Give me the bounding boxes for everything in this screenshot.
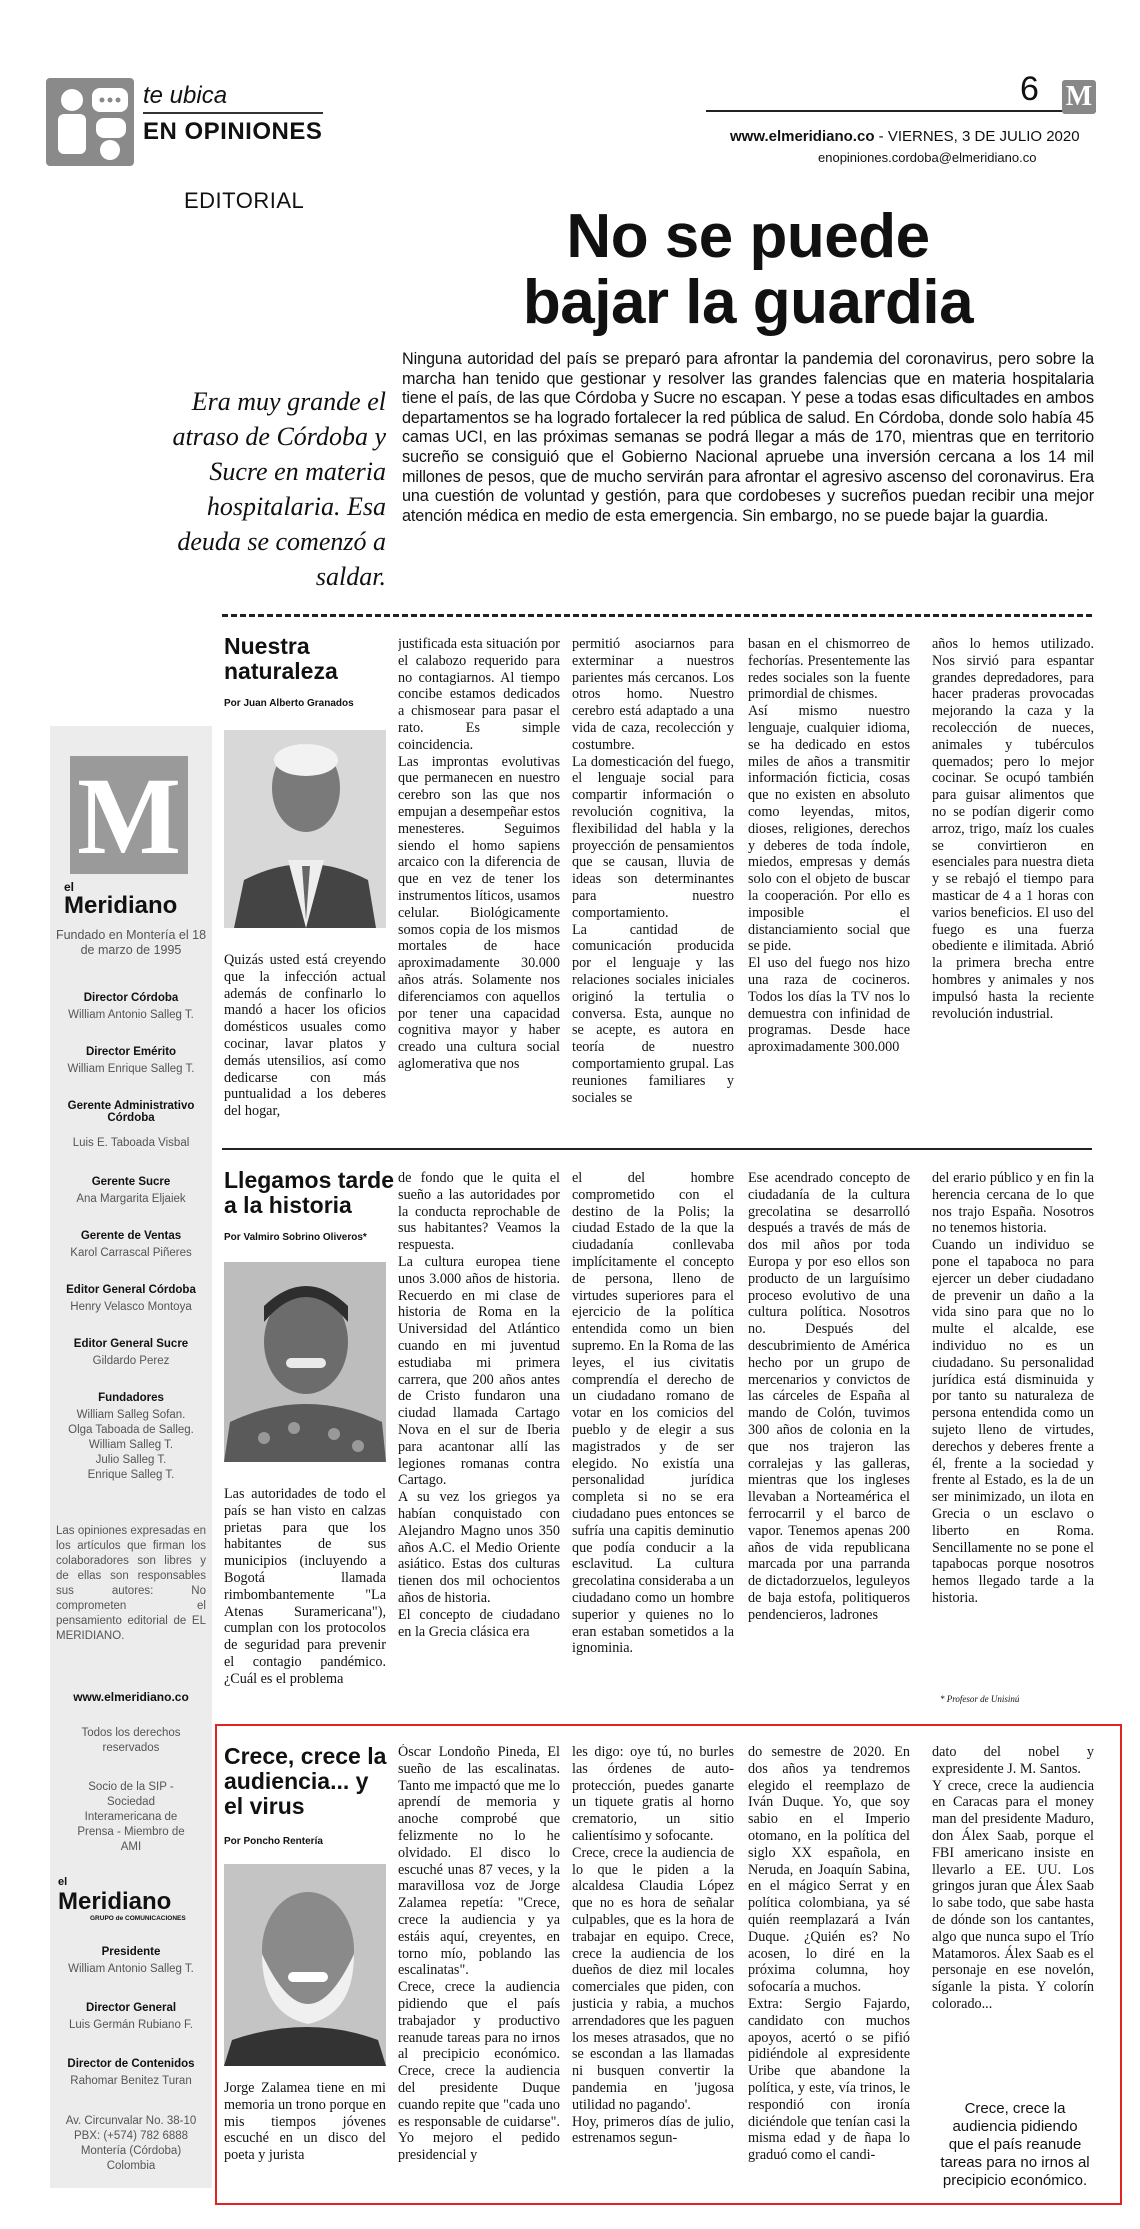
staff-role: Fundadores [98,1392,164,1404]
staff-role: Gerente Administrativo Córdoba [67,1100,195,1124]
article-column: Las autoridades de todo el país se han visto en calzas prietas para que los habitantes de sus municipios (incluyendo a Bogotá llamada rimbombantemente "La Atenas Suramericana"), cumplan con los protocolos de seguridad para prevenir el contagio pandémico. ¿Cuál es el problema [224,1486,386,1687]
group-brand-prefix: el [58,1876,68,1888]
staff-name: William Salleg Sofan. Olga Taboada de Salleg. William Salleg T. Julio Salleg T. Enrique Salleg T. [68,1409,194,1481]
sidebar-website[interactable]: www.elmeridiano.co [73,1690,189,1704]
masthead-logo-icon: M [70,756,188,874]
article-column: justificada esta situación por el calabozo requerido para no contagiarnos. Al tiempo concibe estamos dedicados a chismosear para pasar el rato. Es simple coincidencia. Las improntas evolutivas que permanecen en nuestro cerebro son las que nos empujan a desempeñar estos menesteres. Seguimos siendo el homo sapiens arcaico con la diferencia de que en vez de tener los instrumentos líticos, usamos celular. Biológicamente somos copia de los mismos mortales de hace aproximadamente 30.000 años atrás. Solamente nos diferenciamos con aquellos por tener una capacidad cognitiva mayor y haber creado una cultura social aglomerativa que nos [398,636,560,1072]
article-title: Nuestra naturaleza [224,633,338,684]
editorial-body: Ninguna autoridad del país se preparó para afrontar la pandemia del coronavirus, pero sobre la marcha han tenido que gestionar y resolver las grandes falencias que en materia hospitalaria tiene el país, de las que Córdoba y Sucre no escapan. Y pese a todas esas dificultades en ambos departamentos se ha logrado fortalecer la red pública de salud. En Córdoba, donde solo había 45 camas UCI, en las próximas semanas se podrá llegar a más de 170, mientras que en territorio sucreño se consiguió que el Gobierno Nacional apruebe una inversión cercana a los 14 mil millones de pesos, que de mucho servirán para afrontar el agresivo ascenso del coronavirus. Era una cuestión de voluntad y gestión, para que cordobeses y sucreños puedan recibir una mejor atención médica en medio de esta emergencia. Sin embargo, no se puede bajar la guardia. [402,350,1094,525]
article-column: Óscar Londoño Pineda, El sueño de las escalinatas. Tanto me impactó que me lo aprendí de memoria y anoche comprobé que felizmente no lo he olvidado. El disco lo escuché unas 87 veces, y la maravillosa voz de Jorge Zalamea repetía: "Crece, crece la audiencia y ya estáis aquí, creyentes, en torno mío, poblando las escalinatas". Crece, crece la audiencia pidiendo que el país trabajador y productivo reanude tareas para no irnos al precipicio económico. Crece, crece la audiencia del presidente Duque cuando repite que "cada uno es responsable de cuidarse". Yo mejoro el pedido presidencial y [398,1744,560,2164]
website-link[interactable]: www.elmeridiano.co [730,128,875,145]
staff-name: William Antonio Salleg T. [68,1963,194,1975]
article-column: el del hombre comprometido con el destino de la Polis; la ciudad Estado de la que la ciudadanía conllevaba implícitamente el concepto de persona, lleno de virtudes superiores para el ejercicio de la política entendida como un bien supremo. En la Roma de las leyes, el ius civitatis comprendía el derecho de un ciudadano romano de votar en los comicios del pueblo y de elegir a sus magistrados y de ser elegido. No existía una personalidad jurídica completa si no se era ciudadano pues entonces se sufría una capitis deminutio que podía conducir a la esclavitud. La cultura grecolatina consideraba a un ciudadano como un hombre superior y quienes no lo eran estaban sometidos a la ignominia. [572,1170,734,1657]
staff-role: Director Emérito [85,1046,177,1058]
staff-role: Presidente [101,1946,161,1958]
issue-date: - VIERNES, 3 DE JULIO 2020 [874,128,1080,145]
section-tagline: te ubica [143,82,228,109]
staff-role: Director General [85,2002,177,2014]
rights-note: Todos los derechos reservados [81,1727,181,1754]
address: Av. Circunvalar No. 38-10 PBX: (+574) 782 6888 Montería (Córdoba) Colombia [65,2115,197,2172]
staff-name: Luis E. Taboada Visbal [72,1137,190,1149]
header-divider [143,112,323,114]
staff-name: William Enrique Salleg T. [67,1063,195,1075]
staff-role: Gerente de Ventas [80,1230,182,1242]
article-column: basan en el chismorreo de fechorías. Presentemente las redes sociales son la fuente primordial de chismes. Así mismo nuestro lenguaje, cualquier idioma, se ha dedicado en estos miles de años a transmitir información ficticia, cosas que no existen en absoluto como leyendas, mitos, dioses, religiones, derechos y deberes de toda índole, miedos, empresas y demás solo con el objeto de buscar la cooperación. Por ello es imposible el distanciamiento social que se pide. El uso del fuego nos hizo una raza de cocineros. Todos los días la TV nos lo demuestra con infinidad de programas. Desde hace aproximadamente 300.000 [748,636,910,1056]
staff-role: Director de Contenidos [67,2058,195,2070]
staff-name: Rahomar Benitez Turan [70,2075,192,2087]
section-name: EN OPINIONES [143,118,323,145]
founded-note: Fundado en Montería el 18 de marzo de 1995 [55,928,207,957]
article-title: Crece, crece la audiencia... y el virus [224,1743,387,1819]
editorial-headline [388,204,1108,336]
editorial-label: EDITORIAL [184,188,305,213]
group-brand-sub: GRUPO de COMUNICACIONES [90,1915,186,1922]
staff-name: Henry Velasco Montoya [70,1301,192,1313]
section-divider [222,614,1092,617]
staff-role: Editor General Sucre [73,1338,189,1350]
article-byline: Por Valmiro Sobrino Oliveros* [224,1232,367,1243]
masthead-brand: Meridiano [64,892,178,919]
headline-line-1: No se puede [566,202,930,271]
staff-role: Director Córdoba [83,992,179,1004]
staff-name: Ana Margarita Eljaiek [76,1193,186,1205]
article-column: Quizás usted está creyendo que la infección actual además de confinarlo lo mandó a hacer los oficios domésticos usuales como cocinar, lavar platos y demás utensilios, así como dedicarse con más puntualidad a los deberes del hogar, [224,952,386,1120]
staff-name: Karol Carrascal Piñeres [70,1247,192,1259]
contact-email[interactable]: enopiniones.cordoba@elmeridiano.co [818,150,1037,165]
staff-name: William Antonio Salleg T. [68,1009,194,1021]
article-byline: Por Juan Alberto Granados [224,698,354,709]
editorial-pull-quote: Era muy grande el atraso de Córdoba y Sucre en materia hospitalaria. Esa deuda se comenzó a saldar. [172,387,386,591]
headline-line-2: bajar la guardia [522,268,974,337]
author-photo [224,1262,386,1462]
staff-role: Gerente Sucre [91,1176,171,1188]
article-column: do semestre de 2020. En dos años ya tendremos elegido el reemplazo de Iván Duque. Yo, que soy sabio en el Imperio otomano, en la política del siglo XX española, en Neruda, en Joaquín Sabina, en el mágico Serrat y en política colombiana, ya sé quién reemplazará a Iván Duque. ¿Quién es? No acosen, lo diré en la próxima columna, hoy sofocaría a muchos. Extra: Sergio Fajardo, candidato con muchos apoyos, acertó o se pifió pidiéndole al expresidente Uribe que abandone la política, y este, vía trinos, le respondió con ironía diciéndole que tenían casi la misma edad y de ñapa lo graduó como el candi- [748,1744,910,2164]
disclaimer: Las opiniones expresadas en los artículos que firman los colaboradores son libres y de ellas son responsables sus autores: No comprometen el pensamiento editorial de EL MERIDIANO. [56,1525,206,1642]
article-callout: Crece, crece la audiencia pidiendo que el país reanude tareas para no irnos al precipicio económico. [940,2100,1090,2189]
masthead-brand-prefix: el [64,880,75,894]
article-column: del erario público y en fin la herencia cercana de lo que nos trajo España. Nosotros no tenemos historia. Cuando un individuo se pone el tapaboca no para ejercer un deber ciudadano de prevenir un daño a la vida sino para que no lo multe el alcalde, ese individuo no es un ciudadano. Su personalidad jurídica está disminuida y por tanto su naturaleza de persona entendida como un sujeto lleno de virtudes, derechos y deberes frente a él, frente a la sociedad y frente al Estado, es la de un ser minimizado, un ilota en Grecia o un esclavo o liberto en Roma. Sencillamente no se pone el tapabocas porque nosotros hemos llegado tarde a la historia. [932,1170,1094,1606]
article-column: les digo: oye tú, no burles las órdenes de auto-protección, puedes ganarte un tiquete gratis al horno crematorio, un sitio calientísimo y sofocante. Crece, crece la audiencia de lo que le piden a la alcaldesa Claudia López que no es hora de señalar culpables, que es la hora de trabajar en equipo. Crece, crece la audiencia de los dueños de diez mil locales comerciales que piden, con justicia y rabia, a muchos arrendadores que les paguen los meses atrasados, que no se escondan a las llamadas ni busquen convertir la pandemia en 'jugosa utilidad no pagando'. Hoy, primeros días de julio, estrenamos segun- [572,1744,734,2147]
author-photo [224,730,386,928]
header-rule [706,110,1096,112]
group-brand: Meridiano [58,1888,172,1915]
article-column: Ese acendrado concepto de ciudadanía de la cultura grecolatina se desarrolló después a través de más de dos mil años por toda Europa y por eso ellos son producto de un larguísimo proceso evolutivo de una cultura política. Nosotros no. Después del descubrimiento de América hecho por un grupo de mercenarios y convictos de las cárceles de España al mando de Colón, tuvimos 300 años de colonia en la que nos trajeron las corralejas y las galleras, mientras que los ingleses llevaban a Norteamérica el ferrocarril y el barco de vapor. Tenemos apenas 200 años de vida republicana marcada por una parranda de dictadorzuelos, leguleyos de baja estofa, politiqueros pendencieros, ladrones [748,1170,910,1623]
article-column: permitió asociarnos para exterminar a nuestros parientes más cercanos. Los otros homo. Nuestro cerebro está adaptado a una vida de caza, recolección y costumbre. La domesticación del fuego, el lenguaje social para compartir información o revolución cognitiva, la flexibilidad del habla y la proyección de pensamientos que se causan, lluvia de ideas son determinantes para nuestro comportamiento. La cantidad de comunicación producida por el lenguaje y las relaciones sociales iniciales originó la tertulia o conversa. Esta, aunque no se acepte, es autora en teoría de nuestro comportamiento grupal. Las reuniones familiares y sociales se [572,636,734,1106]
author-note: * Profesor de Unisinú [940,1694,1020,1704]
article-title: Llegamos tarde a la historia [224,1167,394,1218]
section-logo-icon [46,78,134,166]
dateline [730,128,1080,145]
page-number: 6 [1020,70,1039,108]
article-column: Jorge Zalamea tiene en mi memoria un trono porque en mis tiempos jóvenes escuché en un disco del poeta y jurista [224,2080,386,2164]
article-divider [222,1148,1092,1150]
staff-name: Luis Germán Rubiano F. [68,2019,193,2031]
staff-role: Editor General Córdoba [66,1284,196,1296]
article-column: años lo hemos utilizado. Nos sirvió para espantar grandes depredadores, para hacer praderas provocadas mejorando la caza y la recolección de nueces, animales y tubérculos quemados; pero lo mejor cocinar. Se ocupó también para guisar alimentos que no se podían digerir como arroz, trigo, maíz los cuales se convirtieron en esenciales para nuestra dieta y se rebajó el tiempo para masticar de 4 a 1 horas con varios beneficios. El uso del fuego es una fuerza obediente e ilimitada. Abrió la primera brecha entre hombres y animales y nos impulsó hasta la reciente revolución industrial. [932,636,1094,1022]
staff-name: Gildardo Perez [92,1355,170,1367]
article-column: dato del nobel y expresidente J. M. Santos. Y crece, crece la audiencia en Caracas para el money man del presidente Maduro, don Álex Saab, porque el FBI americano insiste en llevarlo a EE. UU. Los gringos juran que Álex Saab lo sabe todo, que sabe hasta de dónde son los cantantes, algo que nunca supo el Trío Matamoros. Álex Saab es el personaje en ese novelón, síganle la pista. Y colorín colorado... [932,1744,1094,2012]
brand-logo-icon: M [1062,80,1096,114]
sip-note: Socio de la SIP - Sociedad Interamericana de Prensa - Miembro de AMI [77,1781,185,1853]
article-byline: Por Poncho Rentería [224,1836,323,1847]
article-column: de fondo que le quita el sueño a las autoridades por la conducta reprochable de sus habitantes? Veamos la respuesta. La cultura europea tiene unos 3.000 años de historia. Recuerdo en mi clase de historia de Roma en la Universidad del Atlántico cuando en mi juventud estudiaba mi primera carrera, que 200 años antes de Cristo fundaron una ciudad llamada Cartago Nova en el sur de Iberia para acantonar allí las legiones romanas contra Cartago. A su vez los griegos ya habían conquistado con Alejandro Magno unos 350 años A.C. el Medio Oriente asiático. Estas dos culturas tienen dos mil ochocientos años de historia. El concepto de ciudadano en la Grecia clásica era [398,1170,560,1640]
author-photo [224,1864,386,2066]
